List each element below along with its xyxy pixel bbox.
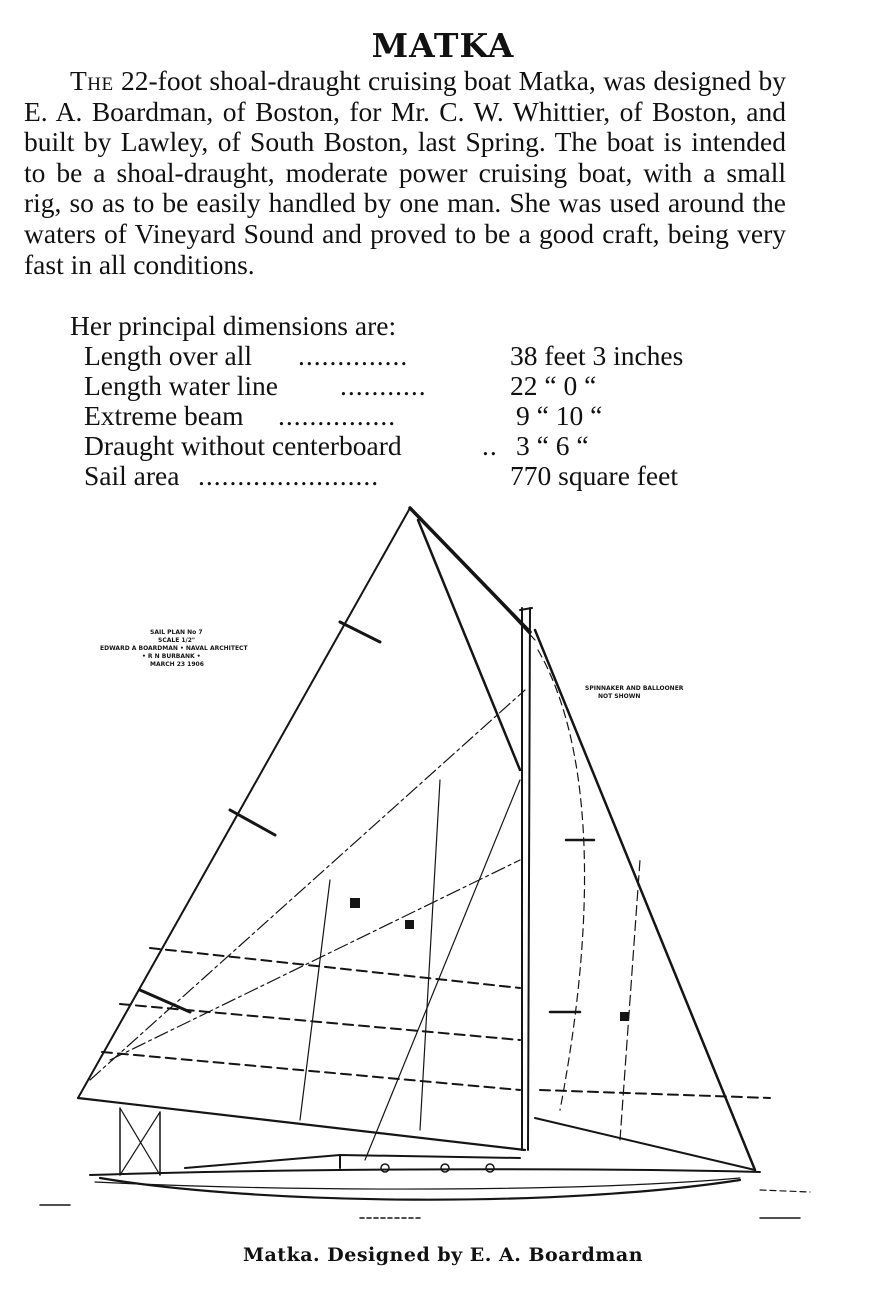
reef-cringle bbox=[620, 1012, 629, 1021]
dimension-label: Draught without centerboard bbox=[84, 430, 402, 461]
dimension-value: 9 “ 10 “ bbox=[516, 400, 603, 431]
side-note-line: SPINNAKER AND BALLOONER bbox=[585, 685, 684, 692]
dimension-label: Length water line bbox=[84, 370, 278, 401]
sail-plan-drawing bbox=[0, 490, 886, 1230]
dimension-row bbox=[84, 400, 724, 430]
figure-caption: Matka. Designed by E. A. Boardman bbox=[242, 1244, 644, 1266]
plan-note-line: • R N BURBANK • bbox=[142, 653, 201, 660]
article-title: MATKA bbox=[371, 26, 515, 65]
dimension-leader: ........... bbox=[340, 370, 427, 401]
forestay bbox=[535, 630, 755, 1170]
dimension-row bbox=[84, 370, 724, 400]
dimension-label: Extreme beam bbox=[84, 400, 244, 431]
plan-note-line: EDWARD A BOARDMAN • NAVAL ARCHITECT bbox=[100, 645, 248, 652]
dimension-value: 3 “ 6 “ bbox=[516, 430, 589, 461]
article-paragraph bbox=[24, 66, 786, 280]
dimension-row bbox=[84, 340, 724, 370]
gaff-lower bbox=[418, 520, 520, 770]
dimension-leader: .. bbox=[482, 430, 498, 461]
mainsail-luff bbox=[78, 508, 410, 1098]
paragraph-text: 22-foot shoal-draught cruising boat Matka, was designed by E. A. Boardman, of Boston, for Mr. C. W. Whittier, of Boston, and built by Lawley, of South Boston, last Spring. The boat is intended to be a shoal-draught, moderate power cruising boat, with a small rig, so as to be easily handled by one man. She was used around the waters of Vineyard Sound and proved to be a good craft, being very fast in all conditions. bbox=[24, 65, 786, 280]
dimension-leader: ............... bbox=[278, 400, 397, 431]
dimension-leader: .............. bbox=[298, 340, 409, 371]
hull-sheer bbox=[90, 1169, 760, 1175]
paragraph-lead-word: The bbox=[70, 65, 114, 96]
dimensions-intro: Her principal dimensions are: bbox=[70, 310, 397, 341]
side-note-line: NOT SHOWN bbox=[598, 693, 641, 700]
dimension-value: 22 “ 0 “ bbox=[510, 370, 597, 401]
reef-cringle bbox=[350, 898, 360, 908]
jib-foot bbox=[535, 1118, 755, 1170]
dimension-row bbox=[84, 460, 724, 490]
dimension-label: Sail area bbox=[84, 460, 180, 491]
dimension-label: Length over all bbox=[84, 340, 252, 371]
plan-note-line: SAIL PLAN No 7 bbox=[150, 629, 203, 636]
dimension-leader: ....................... bbox=[198, 460, 380, 491]
reef-cringle bbox=[405, 920, 414, 929]
dimension-value: 770 square feet bbox=[510, 460, 678, 491]
plan-note-line: MARCH 23 1906 bbox=[150, 661, 204, 668]
dimension-row bbox=[84, 430, 724, 460]
dimension-value: 38 feet 3 inches bbox=[510, 340, 684, 371]
plan-note-line: SCALE 1/2" bbox=[158, 637, 196, 644]
